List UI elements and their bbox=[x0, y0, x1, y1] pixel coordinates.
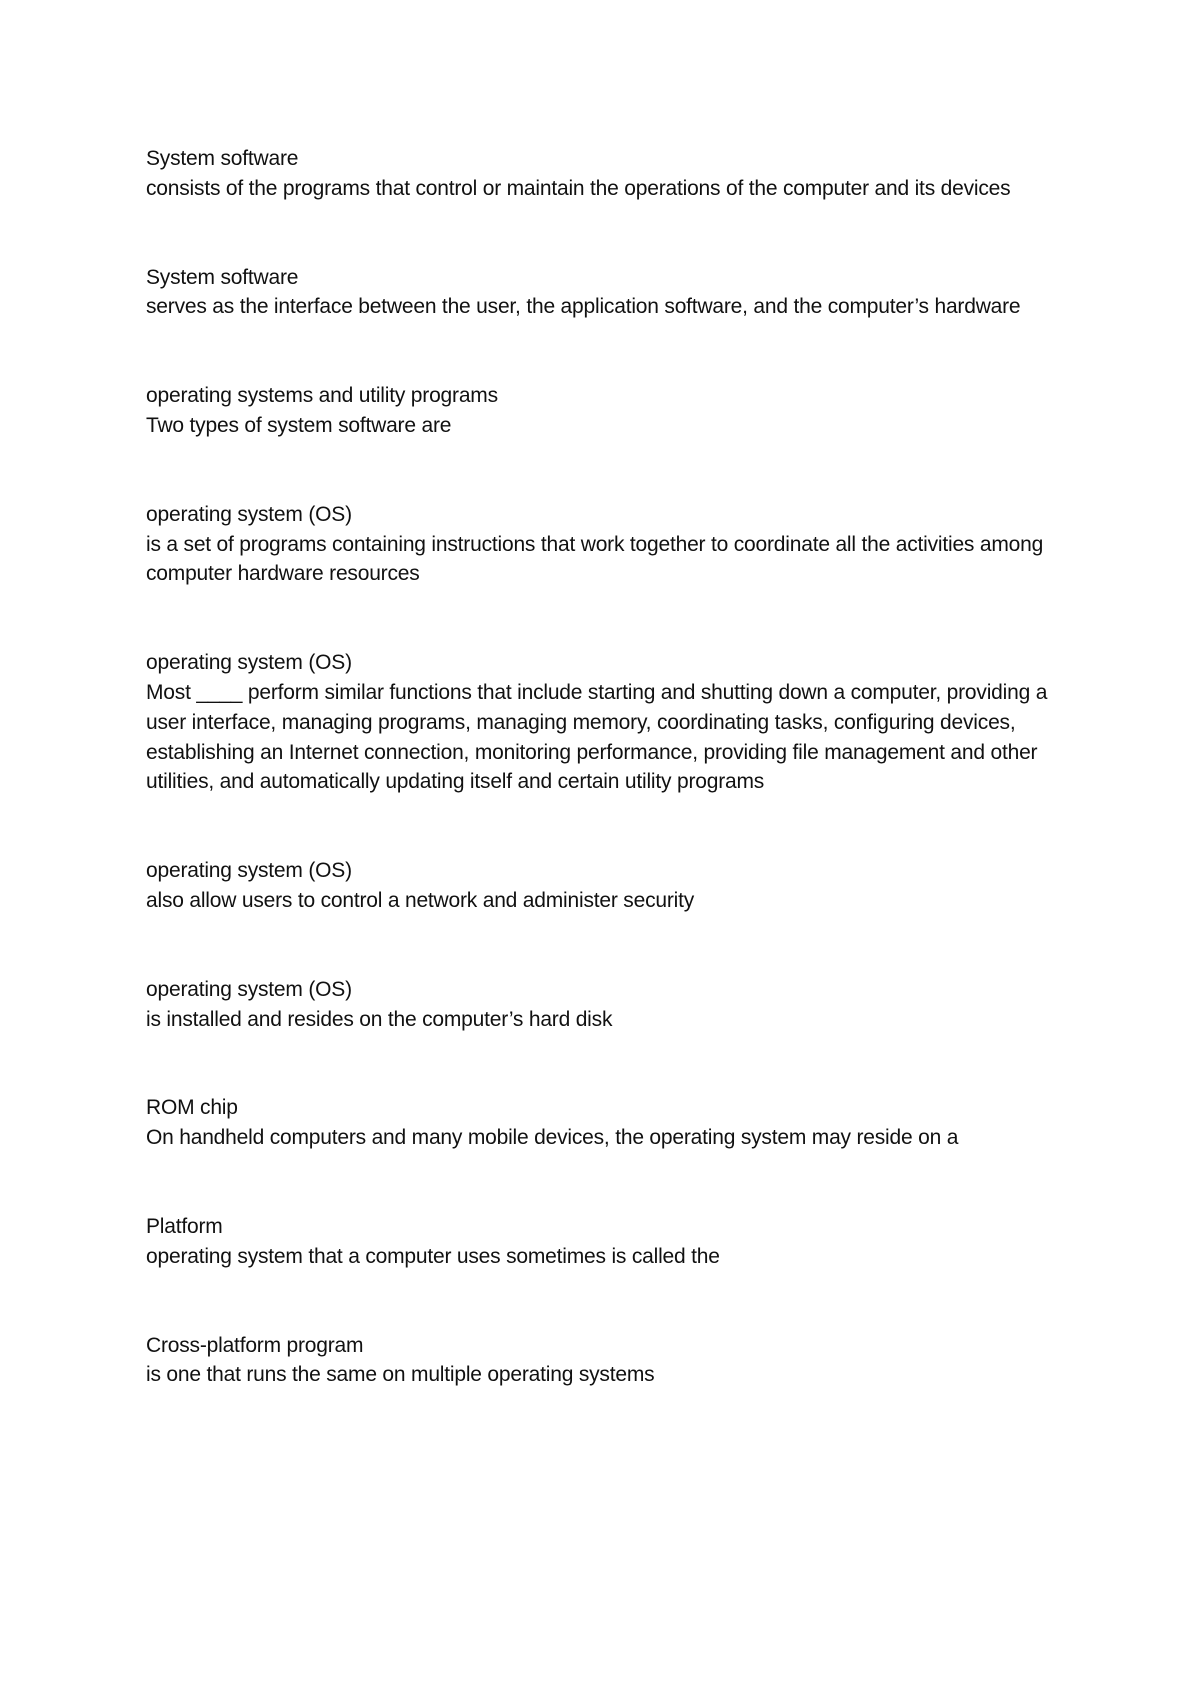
document-content bbox=[146, 144, 1066, 1449]
entry-term: System software bbox=[146, 147, 299, 170]
flashcard-entry bbox=[146, 975, 1066, 1035]
entry-term: operating system (OS) bbox=[146, 977, 352, 1001]
entry-definition: operating system that a computer uses sometimes is called the bbox=[146, 1244, 720, 1268]
flashcard-entry bbox=[146, 1212, 1066, 1272]
flashcard-entry bbox=[146, 648, 1066, 797]
entry-definition: consists of the programs that control or maintain the operations of the computer and its devices bbox=[146, 176, 1011, 200]
entry-term: System software bbox=[146, 265, 299, 289]
entry-definition: is one that runs the same on multiple operating systems bbox=[146, 1363, 655, 1387]
entry-definition: Two types of system software are bbox=[146, 413, 452, 437]
entry-definition: Most ____ perform similar functions that include starting and shutting down a computer, providing a user interface, managing programs, managing memory, coordinating tasks, configuring devices, establishing an Internet connection, monitoring performance, providing file management and other utilities, and automatically updating itself and certain utility programs bbox=[146, 680, 1048, 794]
entry-term: Platform bbox=[146, 1214, 223, 1238]
entry-term: operating system (OS) bbox=[146, 502, 352, 526]
flashcard-entry bbox=[146, 856, 1066, 916]
entry-definition: On handheld computers and many mobile devices, the operating system may reside on a bbox=[146, 1126, 959, 1150]
entry-term: operating systems and utility programs bbox=[146, 384, 498, 408]
entry-term: Cross-platform program bbox=[146, 1333, 364, 1357]
entry-definition: is a set of programs containing instructions that work together to coordinate all the activities among computer hardware resources bbox=[146, 532, 1044, 586]
entry-term: operating system (OS) bbox=[146, 651, 352, 675]
entry-term: ROM chip bbox=[146, 1096, 238, 1120]
entry-term: operating system (OS) bbox=[146, 859, 352, 883]
flashcard-entry bbox=[146, 500, 1066, 589]
entry-definition: also allow users to control a network and administer security bbox=[146, 888, 695, 912]
flashcard-entry bbox=[146, 1331, 1066, 1391]
flashcard-entry bbox=[146, 144, 1066, 204]
flashcard-entry bbox=[146, 381, 1066, 441]
flashcard-entry bbox=[146, 263, 1066, 323]
entry-definition: is installed and resides on the computer’s hard disk bbox=[146, 1007, 613, 1031]
flashcard-entry bbox=[146, 1093, 1066, 1153]
entry-definition: serves as the interface between the user, the application software, and the computer’s hardware bbox=[146, 295, 1021, 319]
